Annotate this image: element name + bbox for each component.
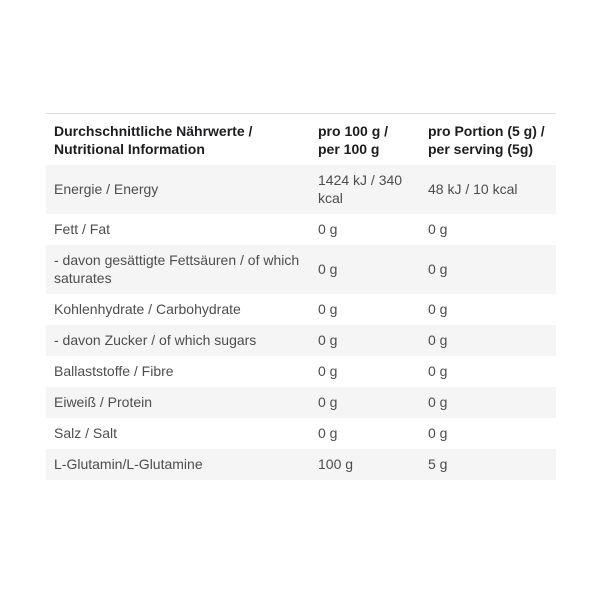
cell-per-100g: 0 g xyxy=(318,301,338,317)
table-row xyxy=(46,214,556,245)
cell-per-100g: 0 g xyxy=(318,394,338,410)
table-row xyxy=(46,356,556,387)
cell-per-serving: 0 g xyxy=(428,363,448,379)
cell-per-serving: 0 g xyxy=(428,332,448,348)
cell-per-100g: 0 g xyxy=(318,363,338,379)
cell-per-100g: 0 g xyxy=(318,425,338,441)
cell-nutrient: Eiweiß / Protein xyxy=(54,394,153,410)
cell-per-100g: 100 g xyxy=(318,456,354,472)
cell-per-serving: 0 g xyxy=(428,394,448,410)
cell-nutrient: Energie / Energy xyxy=(54,181,159,197)
header-cell-per-serving: pro Portion (5 g) / per serving (5g) xyxy=(428,123,545,157)
cell-per-100g: 0 g xyxy=(318,261,338,277)
table-row xyxy=(46,245,556,294)
table-row xyxy=(46,165,556,214)
header-cell-nutrient: Durchschnittliche Nährwerte / Nutritional Information xyxy=(54,123,253,157)
table-row xyxy=(46,387,556,418)
table-row xyxy=(46,294,556,325)
cell-nutrient: - davon Zucker / of which sugars xyxy=(54,332,257,348)
table-row xyxy=(46,449,556,480)
cell-per-serving: 48 kJ / 10 kcal xyxy=(428,181,518,197)
cell-per-serving: 0 g xyxy=(428,261,448,277)
nutrition-table-header-row xyxy=(46,114,556,165)
cell-nutrient: Ballaststoffe / Fibre xyxy=(54,363,174,379)
cell-per-serving: 0 g xyxy=(428,425,448,441)
cell-per-100g: 0 g xyxy=(318,332,338,348)
cell-nutrient: Kohlenhydrate / Carbohydrate xyxy=(54,301,241,317)
cell-nutrient: - davon gesättigte Fettsäuren / of which saturates xyxy=(54,252,300,286)
cell-per-serving: 0 g xyxy=(428,301,448,317)
cell-per-serving: 5 g xyxy=(428,456,448,472)
cell-per-100g: 0 g xyxy=(318,221,338,237)
cell-nutrient: Salz / Salt xyxy=(54,425,118,441)
cell-per-100g: 1424 kJ / 340 kcal xyxy=(318,172,403,206)
nutrition-table-body xyxy=(46,165,556,480)
cell-per-serving: 0 g xyxy=(428,221,448,237)
table-row xyxy=(46,325,556,356)
cell-nutrient: L-Glutamin/L-Glutamine xyxy=(54,456,203,472)
cell-nutrient: Fett / Fat xyxy=(54,221,111,237)
header-cell-per-100g: pro 100 g / per 100 g xyxy=(318,123,389,157)
table-row xyxy=(46,418,556,449)
nutrition-table xyxy=(46,113,556,480)
